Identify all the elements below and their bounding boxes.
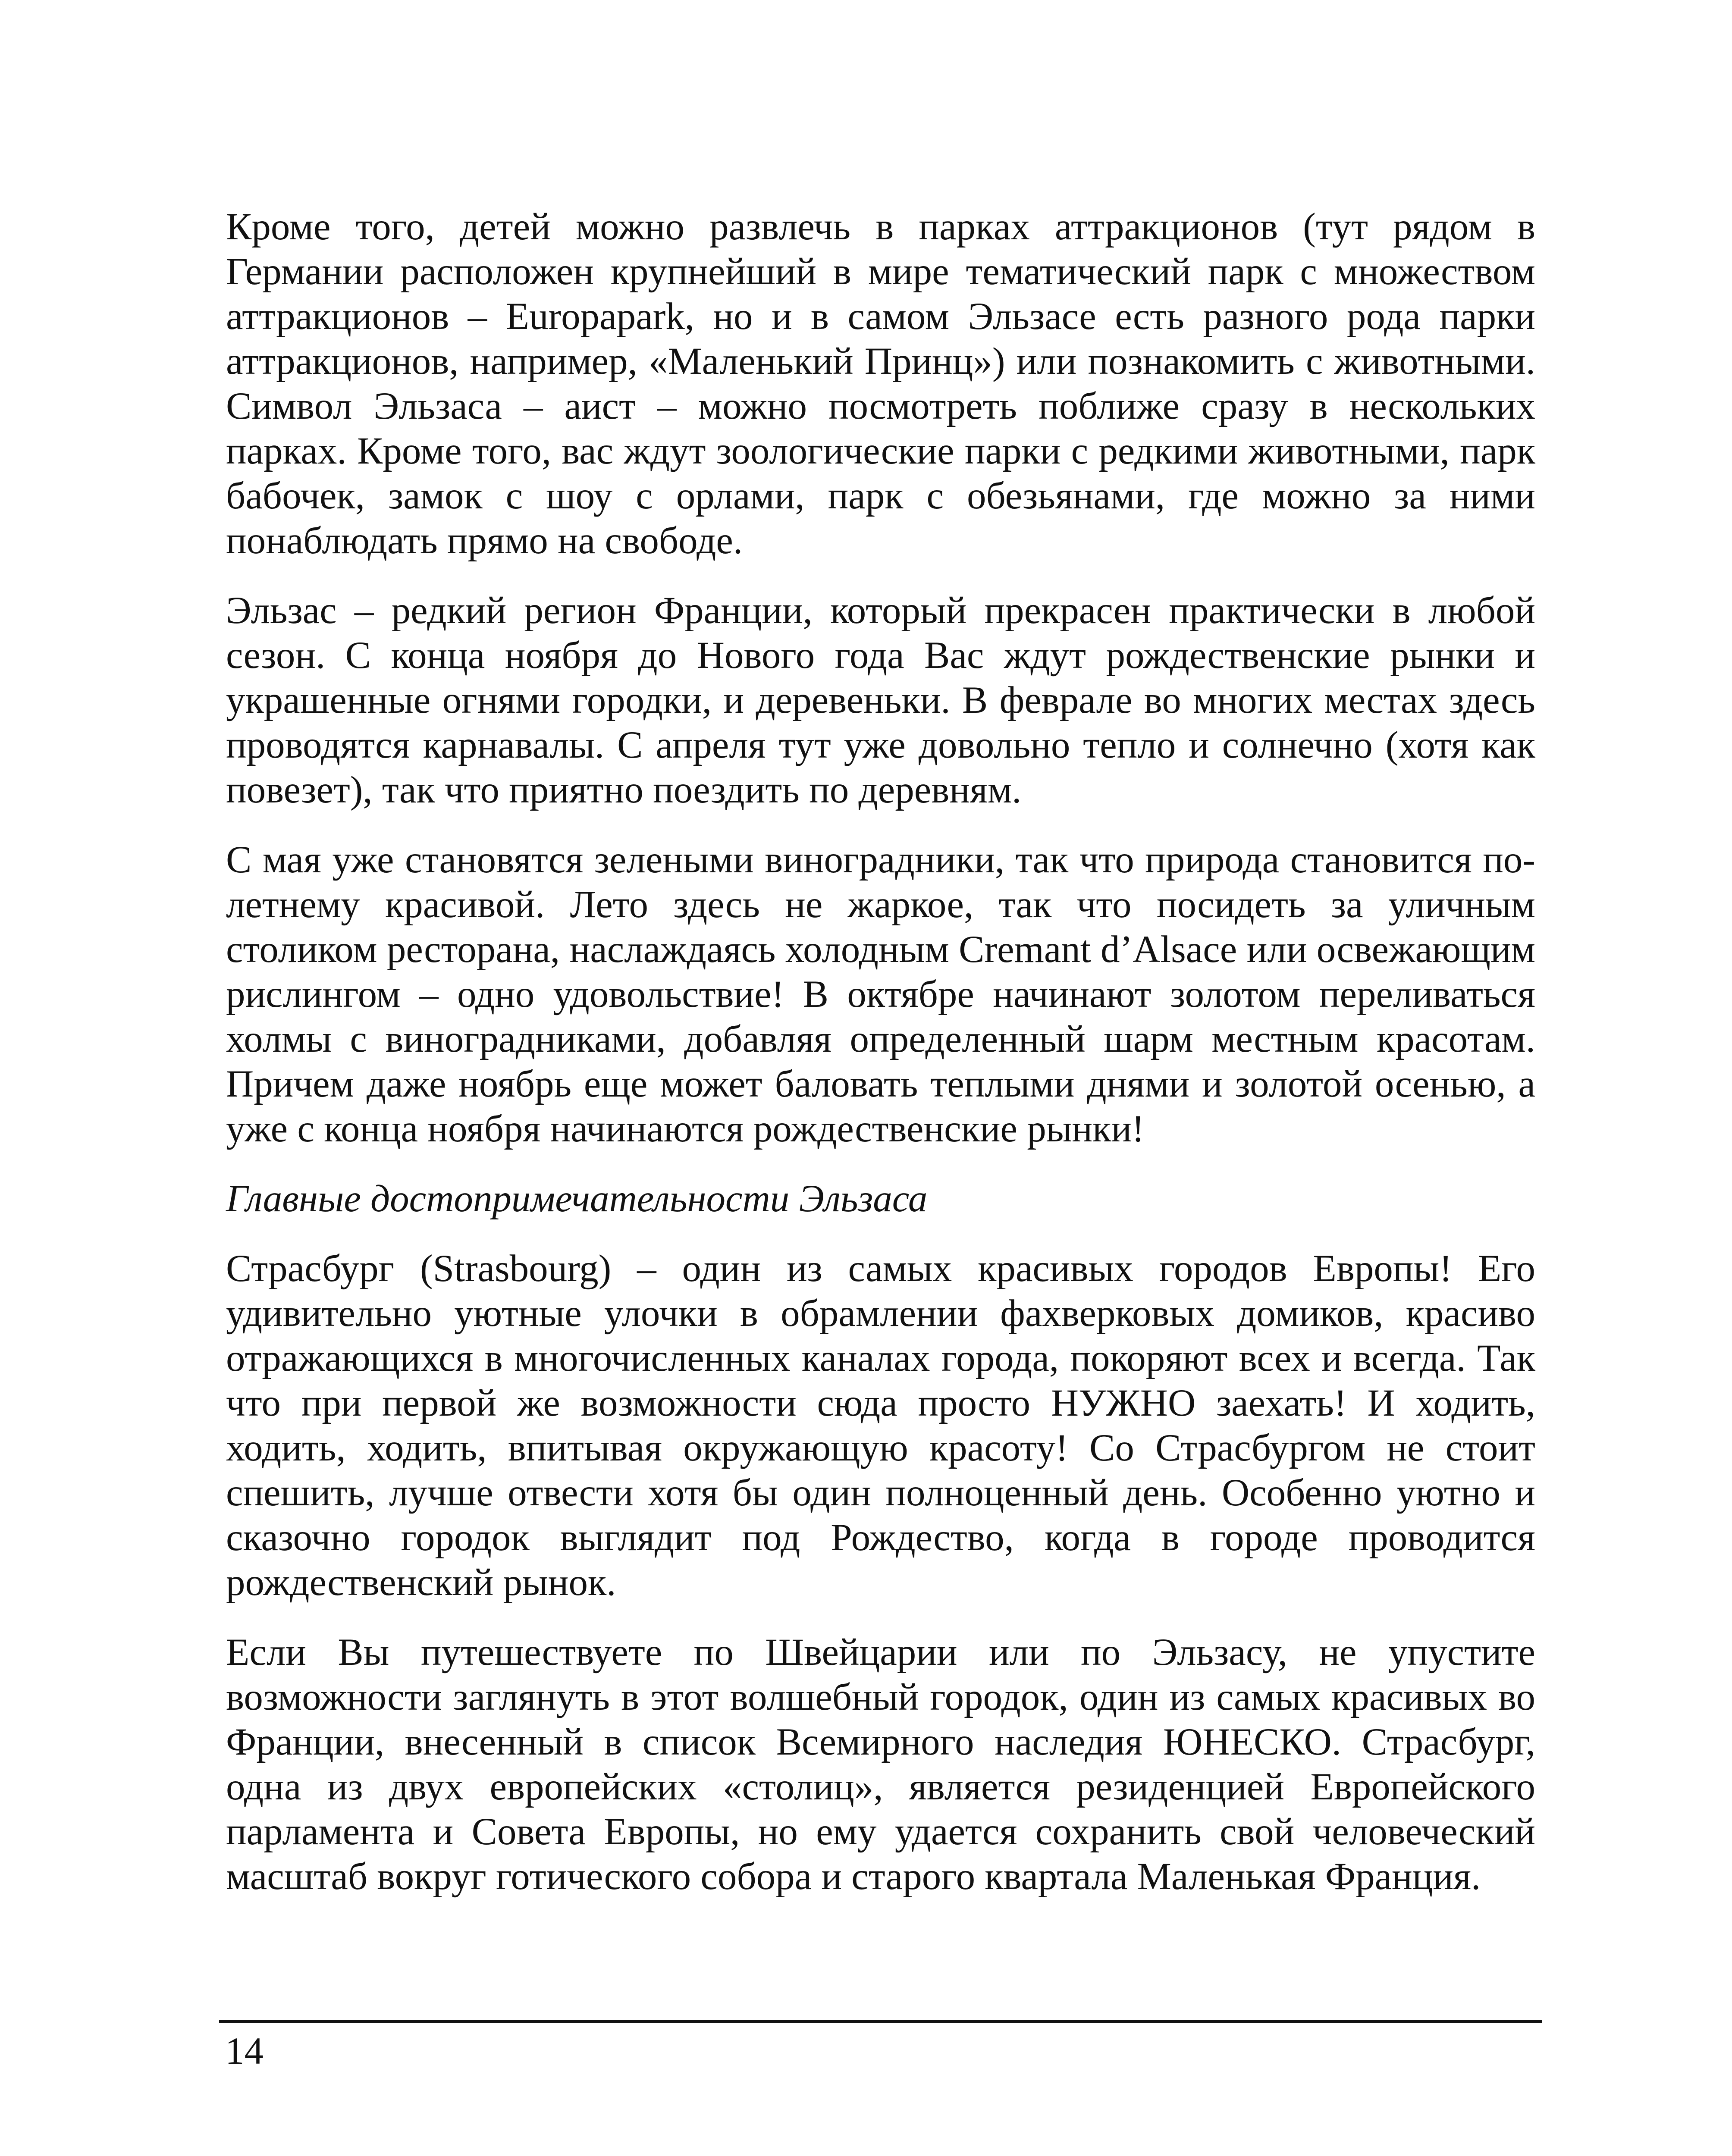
paragraph-vineyards: С мая уже становятся зелеными виноградники, так что природа становится по-летнему красивой. Лето здесь не жаркое, так что посидеть за уличным столиком ресторана, наслаждаясь холодным Cremant d’Alsace или освежающим рислингом – одно удовольствие! В октябре начинают золотом переливаться холмы с виноградниками, добавляя определенный шарм местным красотам. Причем даже ноябрь еще может баловать теплыми днями и золотой осенью, а уже с конца ноября начинаются рождественские рынки! [226, 839, 1535, 1150]
paragraph-strasbourg: Страсбург (Strasbourg) – один из самых красивых городов Европы! Его удивительно уютные улочки в обрамлении фахверковых домиков, красиво отражающихся в многочисленных каналах города, покоряют всех и всегда. Так что при первой же возможности сюда просто НУЖНО заехать! И ходить, ходить, ходить, впитывая окружающую красоту! Со Страсбургом не стоит спешить, лучше отвести хотя бы один полноценный день. Особенно уютно и сказочно городок выглядит под Рождество, когда в городе проводится рождественский рынок. [226, 1247, 1535, 1604]
text-column [226, 204, 1535, 1899]
paragraph-seasons: Эльзас – редкий регион Франции, который прекрасен практически в любой сезон. С конца ноября до Нового года Вас ждут рождественские рынки и украшенные огнями городки, и деревеньки. В феврале во многих местах здесь проводятся карнавалы. С апреля тут уже довольно тепло и солнечно (хотя как повезет), так что приятно поездить по деревням. [226, 589, 1535, 811]
footer-divider [219, 2020, 1542, 2023]
page-number: 14 [225, 2030, 264, 2072]
paragraph-unesco: Если Вы путешествуете по Швейцарии или по Эльзасу, не упустите возможности заглянуть в этот волшебный городок, один из самых красивых во Франции, внесенный в список Всемирного наследия ЮНЕСКО. Страсбург, одна из двух европейских «столиц», является резиденцией Европейского парламента и Совета Европы, но ему удается сохранить свой человеческий масштаб вокруг готического собора и старого квартала Маленькая Франция. [226, 1631, 1535, 1898]
section-heading: Главные достопримечательности Эльзаса [226, 1178, 928, 1220]
paragraph-amusement-parks: Кроме того, детей можно развлечь в парках аттракционов (тут рядом в Германии расположен крупнейший в мире тематический парк с множеством аттракционов – Europapark, но и в самом Эльзасе есть разного рода парки аттракционов, например, «Маленький Принц») или познакомить с животными. Символ Эльзаса – аист – можно посмотреть поближе сразу в нескольких парках. Кроме того, вас ждут зоологические парки с редкими животными, парк бабочек, замок с шоу с орлами, парк с обезьянами, где можно за ними понаблюдать прямо на свободе. [226, 206, 1535, 562]
